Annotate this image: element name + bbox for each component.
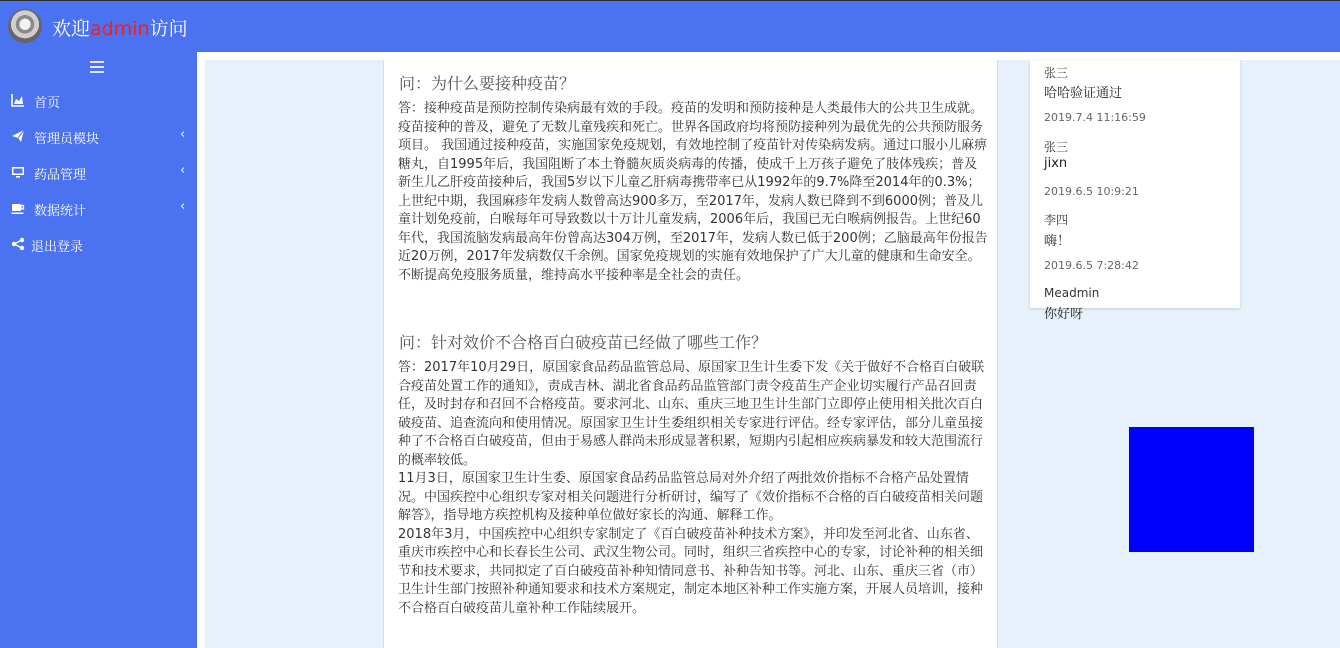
sidebar-item-label: 数据统计 [34,204,87,219]
chevron-left-icon: ‹ [180,163,186,178]
faq-article [383,60,998,648]
sidebar-item-label: 管理员模块 [34,132,100,147]
sidebar [0,52,197,648]
comment-author: 张三 [1044,66,1069,80]
sidebar-item-label: 退出登录 [31,240,84,255]
sidebar-item-label: 首页 [34,96,61,111]
monitor-icon [11,165,25,179]
welcome-text [52,14,188,41]
question-heading: 问：为什么要接种疫苗？ [399,74,576,93]
comment-time: 2019.7.4 11:16:59 [1044,111,1146,124]
welcome-suffix: 访问 [149,18,188,40]
sidebar-item-label: 药品管理 [34,168,87,183]
sidebar-item-statistics[interactable] [0,190,197,226]
question-heading: 问：针对效价不合格百白破疫苗已经做了哪些工作？ [399,333,768,352]
answer-text [398,100,990,285]
comment-text: jixn [1044,156,1068,171]
comment-text: 嗨！ [1044,234,1071,249]
comment-time: 2019.6.5 7:28:42 [1044,259,1139,272]
answer-paragraph: 答：2017年10月29日，原国家食品药品监管总局、原国家卫生计生委下发《关于做好不合格百白破联合疫苗处置工作的通知》，责成吉林、湖北省食品药品监管部门责令疫苗生产企业切实履行产品召回责任，及时封存和召回不合格疫苗。要求河北、山东、重庆三地卫生计生部门立即停止使用相关批次百白破疫苗、追查流向和使用情况。原国家卫生计生委组织相关专家进行评估。经专家评估，部分儿童虽接种了不合格百白破疫苗，但由于易感人群尚未形成显著积累，短期内引起相应疾病暴发和较大范围流行的概率较低。 [398,360,985,468]
comment-time: 2019.6.5 10:9:21 [1044,185,1139,198]
blue-square [1129,427,1254,552]
comment-author: 李四 [1044,213,1069,227]
answer-paragraph: 2018年3月，中国疾控中心组织专家制定了《百白破疫苗补种技术方案》，并印发至河北省、山东省、重庆市疾控中心和长春长生公司、武汉生物公司。同时，组织三省疾控中心的专家，讨论补种的相关细节和技术要求，共同拟定了百白破疫苗补种知情同意书、补种告知书等。河北、山东、重庆三省（市）卫生计生部门按照补种通知要求和技术方案规定，制定本地区补种工作实施方案，开展人员培训，接种不合格百白破疫苗儿童补种工作陆续展开。 [398,526,984,616]
comment-text: 哈哈验证通过 [1044,86,1123,101]
menu-toggle-icon[interactable] [90,61,104,75]
comment-author: 张三 [1044,140,1069,154]
sidebar-item-home[interactable] [0,82,197,118]
chevron-left-icon: ‹ [180,127,186,142]
answer-text [398,359,990,618]
sidebar-item-drug-management[interactable] [0,154,197,190]
comment-text: 你好呀 [1044,307,1084,322]
area-chart-icon [11,93,25,107]
answer-paragraph: 11月3日，原国家卫生计生委、原国家食品药品监管总局对外介绍了两批效价指标不合格产品处置情况。中国疾控中心组织专家对相关问题进行分析研讨，编写了《效价指标不合格的百白破疫苗相关问题解答》，指导地方疾控机构及接种单位做好家长的沟通、解释工作。 [398,471,984,523]
top-header [0,0,1340,52]
sidebar-item-logout[interactable] [0,226,197,262]
admin-username: admin [90,18,150,40]
comments-panel[interactable] [1030,60,1240,322]
welcome-prefix: 欢迎 [52,18,91,40]
avatar[interactable] [8,9,42,43]
share-icon [11,237,25,251]
coffee-cup-icon [11,201,25,215]
paper-plane-icon [11,129,25,143]
comment-author: Meadmin [1044,286,1100,300]
answer-paragraph: 答：接种疫苗是预防控制传染病最有效的手段。疫苗的发明和预防接种是人类最伟大的公共卫生成就。疫苗接种的普及，避免了无数儿童残疾和死亡。世界各国政府均将预防接种列为最优先的公共预防服务项目。 我国通过接种疫苗，实施国家免疫规划，有效地控制了疫苗针对传染病发病。通过口服小儿麻痹糖丸，自1995年后，我国阻断了本土脊髓灰质炎病毒的传播，使成千上万孩子避免了肢体残疾；普及新生儿乙肝疫苗接种后，我国5岁以下儿童乙肝病毒携带率已从1992年的9.7%降至2014年的0.3%；上世纪中期，我国麻疹年发病人数曾高达900多万，至2017年，发病人数已降到不到6000例；普及儿童计划免疫前，白喉每年可导致数以十万计儿童发病，2006年后，我国已无白喉病例报告。上世纪60年代，我国流脑发病最高年份曾高达304万例，至2017年，发病人数已低于200例；乙脑最高年份报告近20万例，2017年发病数仅千余例。国家免疫规划的实施有效地保护了广大儿童的健康和生命安全。不断提高免疫服务质量，维持高水平接种率是全社会的责任。 [398,101,988,283]
chevron-left-icon: ‹ [180,199,186,214]
sidebar-item-admin-module[interactable] [0,118,197,154]
